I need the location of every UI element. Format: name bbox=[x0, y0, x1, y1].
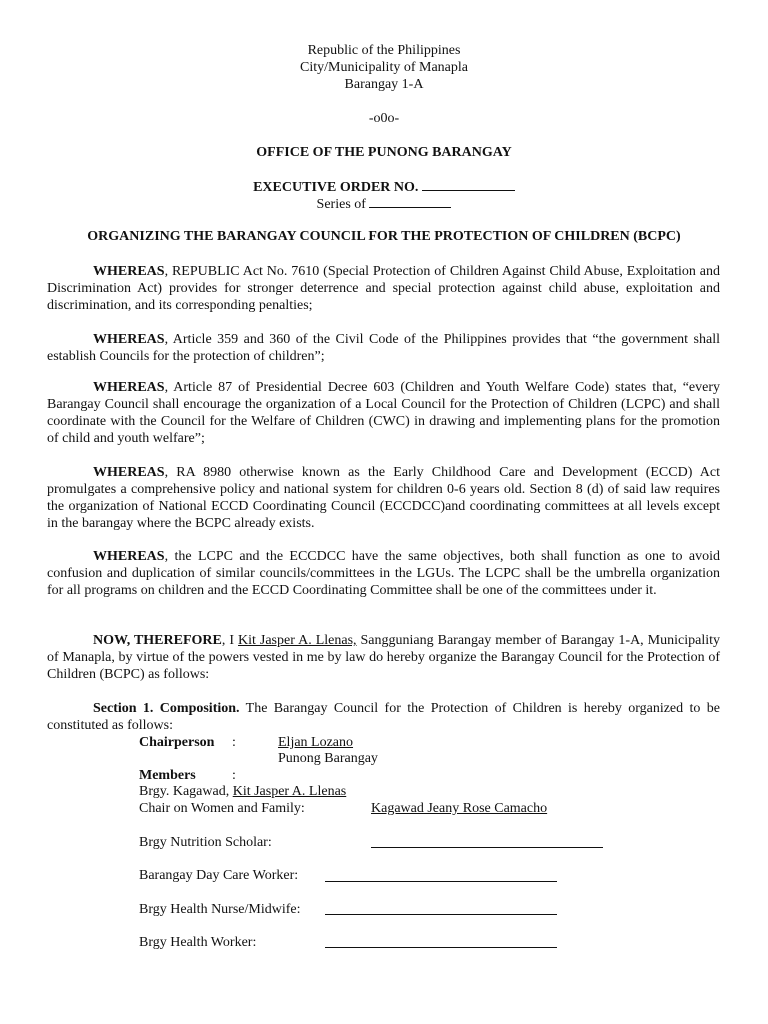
whereas-text: , RA 8980 otherwise known as the Early Childhood Care and Development (ECCD) Act promulgates a comprehensive policy and national system for children 0-6 years old. Section 8 (d) of said law requires the organization of National ECCD Coordinating Council (ECCDCC)and coordinating committees at all levels except in the barangay where the BCPC already exists. bbox=[47, 465, 720, 531]
kagawad-prefix: Brgy. Kagawad, bbox=[139, 784, 233, 799]
whereas-lead: WHEREAS bbox=[93, 264, 165, 279]
kagawad-member bbox=[139, 783, 346, 800]
women-family-name: Kagawad Jeany Rose Camacho bbox=[371, 801, 548, 816]
document-title: ORGANIZING THE BARANGAY COUNCIL FOR THE PROTECTION OF CHILDREN (BCPC) bbox=[87, 229, 681, 244]
whereas-text: , the LCPC and the ECCDCC have the same objectives, both shall function as one to avoid confusion and duplication of similar councils/committees in the LGUs. The LCPC shall be the umbrella organization for all programs on children and the ECCD Coordinating Committee shall be one of the committees under it. bbox=[47, 549, 720, 598]
eo-number-blank bbox=[422, 178, 515, 191]
republic-line: Republic of the Philippines bbox=[307, 43, 461, 58]
section-1-text: The Barangay Council for the Protection of Children is hereby organized to be constituted as follows: bbox=[47, 701, 720, 733]
whereas-lead: WHEREAS bbox=[93, 465, 165, 480]
section-1-heading: Section 1. Composition. bbox=[93, 701, 240, 716]
nutrition-scholar-label: Brgy Nutrition Scholar: bbox=[139, 835, 272, 850]
chairperson-name: Eljan Lozano bbox=[278, 735, 354, 750]
series-line bbox=[0, 195, 768, 213]
now-therefore-text: Sangguniang Barangay member of Barangay 1-A, Municipality of Manapla, by virtue of the powers vested in me by law do hereby organize the Barangay Council for the Protection of Children (BCPC) as follows: bbox=[47, 633, 720, 682]
whereas-text: , Article 87 of Presidential Decree 603 (Children and Youth Welfare Code) states that, “every Barangay Council shall encourage the organization of a Local Council for the Protection of Children (LCPC) and shall coordinate with the Council for the Welfare of Children (CWC) in drawing and implementing plans for the promotion of child and youth welfare”; bbox=[47, 380, 720, 446]
kagawad-name: Kit Jasper A. Llenas bbox=[232, 784, 347, 799]
now-therefore-text: , I bbox=[221, 633, 239, 648]
members-label: Members bbox=[139, 768, 196, 783]
whereas-text: , REPUBLIC Act No. 7610 (Special Protection of Children Against Child Abuse, Exploitation and Discrimination Act) provides for stronger deterrence and special protection against child abuse, exploitation and discrimination, and its corresponding penalties; bbox=[47, 264, 720, 313]
health-worker-label: Brgy Health Worker: bbox=[139, 935, 257, 950]
chairperson-label: Chairperson bbox=[139, 735, 215, 750]
whereas-paragraph bbox=[47, 263, 720, 314]
section-1-paragraph bbox=[47, 700, 720, 734]
health-nurse-blank bbox=[325, 914, 557, 915]
women-family-label: Chair on Women and Family: bbox=[139, 801, 305, 816]
chairperson-title: Punong Barangay bbox=[278, 751, 378, 766]
executive-order-line bbox=[0, 178, 768, 196]
health-worker-blank bbox=[325, 947, 557, 948]
office-title: OFFICE OF THE PUNONG BARANGAY bbox=[256, 145, 512, 160]
series-label: Series of bbox=[316, 197, 366, 212]
whereas-text: , Article 359 and 360 of the Civil Code of the Philippines provides that “the government shall establish Councils for the protection of children”; bbox=[47, 332, 720, 364]
whereas-paragraph bbox=[47, 464, 720, 532]
series-blank bbox=[369, 195, 451, 208]
day-care-worker-label: Barangay Day Care Worker: bbox=[139, 868, 299, 883]
health-nurse-label: Brgy Health Nurse/Midwife: bbox=[139, 902, 301, 917]
members-colon: : bbox=[232, 768, 236, 783]
whereas-paragraph bbox=[47, 379, 720, 447]
separator: -o0o- bbox=[368, 111, 400, 126]
nutrition-scholar-blank bbox=[371, 847, 603, 848]
whereas-paragraph bbox=[47, 331, 720, 365]
now-therefore-lead: NOW, THEREFORE bbox=[93, 633, 222, 648]
official-name: Kit Jasper A. Llenas, bbox=[238, 633, 357, 648]
city-line: City/Municipality of Manapla bbox=[300, 60, 468, 75]
chairperson-colon: : bbox=[232, 735, 236, 750]
now-therefore-paragraph bbox=[47, 632, 720, 683]
whereas-lead: WHEREAS bbox=[93, 332, 165, 347]
whereas-lead: WHEREAS bbox=[93, 549, 165, 564]
day-care-worker-blank bbox=[325, 881, 557, 882]
eo-label: EXECUTIVE ORDER NO. bbox=[253, 180, 419, 195]
whereas-lead: WHEREAS bbox=[93, 380, 165, 395]
whereas-paragraph bbox=[47, 548, 720, 599]
barangay-line: Barangay 1-A bbox=[344, 77, 424, 92]
